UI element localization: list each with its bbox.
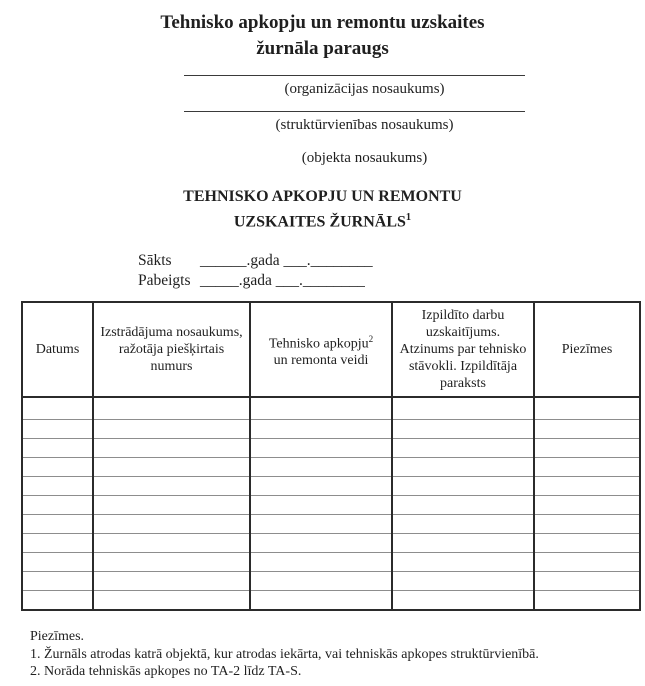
table-cell — [93, 439, 250, 458]
page-title — [0, 0, 645, 62]
table-cell — [22, 496, 93, 515]
structural-unit-name-field — [184, 111, 525, 135]
object-name-field — [184, 149, 525, 168]
table-cell — [93, 477, 250, 496]
table-cell — [93, 591, 250, 611]
finished-label: Pabeigts — [138, 272, 191, 290]
table-row — [22, 458, 640, 477]
journal-heading-footnote-ref: 1 — [405, 212, 412, 223]
table-cell — [22, 591, 93, 611]
table-row — [22, 534, 640, 553]
structural-unit-blank-line — [184, 111, 525, 112]
table-cell — [22, 553, 93, 572]
table-body — [22, 397, 640, 610]
table-cell — [392, 572, 534, 591]
finished-date-row — [138, 271, 645, 291]
table-cell — [534, 458, 640, 477]
table-cell — [392, 553, 534, 572]
table-cell — [534, 496, 640, 515]
finished-date-blanks: _____.gada ___.________ — [200, 272, 365, 290]
table-cell — [250, 420, 392, 439]
table-cell — [93, 496, 250, 515]
note-item-1: 1. Žurnāls atrodas katrā objektā, kur atrodas iekārta, vai tehniskās apkopes struktūrvienībā. — [30, 647, 539, 663]
table-cell — [93, 420, 250, 439]
table-cell — [250, 534, 392, 553]
object-name-label: (objekta nosaukums) — [301, 150, 428, 166]
table-cell — [534, 439, 640, 458]
structural-unit-label: (struktūrvienības nosaukums) — [275, 117, 454, 133]
table-cell — [534, 477, 640, 496]
table-cell — [392, 496, 534, 515]
table-cell — [22, 572, 93, 591]
started-label: Sākts — [138, 252, 172, 270]
table-cell — [250, 397, 392, 420]
table-cell — [392, 439, 534, 458]
note-item-2: 2. Norāda tehniskās apkopes no TA-2 līdz TA-S. — [30, 664, 302, 680]
table-cell — [22, 477, 93, 496]
table-cell — [22, 397, 93, 420]
notes-heading: Piezīmes. — [30, 629, 85, 645]
column-header-product-name: Izstrādājuma nosaukums, ražotāja piešķirtais numurs — [93, 302, 250, 397]
table-cell — [22, 515, 93, 534]
column-header-work-record: Izpildīto darbu uzskaitījums. Atzinums par tehnisko stāvokli. Izpildītāja paraksts — [392, 302, 534, 397]
maintenance-footnote-ref: 2 — [368, 333, 374, 344]
notes-block — [30, 628, 645, 680]
organization-name-blank-line — [184, 75, 525, 76]
table-cell — [250, 572, 392, 591]
table-cell — [93, 553, 250, 572]
table-cell — [93, 515, 250, 534]
table-cell — [22, 534, 93, 553]
table-cell — [250, 458, 392, 477]
table-row — [22, 515, 640, 534]
table-cell — [534, 572, 640, 591]
page-title-line1: Tehnisko apkopju un remontu uzskaites — [160, 12, 485, 33]
table-cell — [250, 515, 392, 534]
dates-block — [138, 251, 645, 291]
maintenance-journal-table — [21, 301, 641, 611]
organization-name-field — [184, 75, 525, 99]
table-row — [22, 496, 640, 515]
journal-heading — [0, 186, 645, 232]
table-cell — [534, 534, 640, 553]
table-cell — [250, 496, 392, 515]
table-row — [22, 591, 640, 611]
table-cell — [93, 458, 250, 477]
page-title-line2: žurnāla paraugs — [256, 38, 389, 59]
table-row — [22, 572, 640, 591]
table-row — [22, 397, 640, 420]
table-cell — [392, 534, 534, 553]
table-cell — [534, 515, 640, 534]
table-cell — [534, 397, 640, 420]
table-cell — [22, 420, 93, 439]
table-cell — [93, 572, 250, 591]
table-cell — [392, 591, 534, 611]
column-header-date: Datums — [22, 302, 93, 397]
table-cell — [22, 458, 93, 477]
table-cell — [250, 591, 392, 611]
table-cell — [534, 553, 640, 572]
journal-heading-line1: TEHNISKO APKOPJU UN REMONTU — [183, 188, 462, 205]
table-cell — [22, 439, 93, 458]
table-row — [22, 420, 640, 439]
table-cell — [250, 439, 392, 458]
table-cell — [534, 591, 640, 611]
table-row — [22, 477, 640, 496]
table-row — [22, 553, 640, 572]
started-date-blanks: ______.gada ___.________ — [200, 252, 373, 270]
column-header-remarks: Piezīmes — [534, 302, 640, 397]
table-cell — [250, 553, 392, 572]
table-header-row — [22, 302, 640, 397]
table-cell — [93, 534, 250, 553]
name-fields-block — [184, 75, 525, 168]
table-cell — [392, 477, 534, 496]
table-cell — [392, 515, 534, 534]
organization-name-label: (organizācijas nosaukums) — [284, 81, 445, 97]
table-cell — [250, 477, 392, 496]
started-date-row — [138, 251, 645, 271]
column-header-maintenance-types: Tehnisko apkopju$^2$ un remonta veidi — [250, 302, 392, 397]
table-cell — [392, 397, 534, 420]
table-cell — [93, 397, 250, 420]
table-cell — [392, 420, 534, 439]
journal-heading-line2: UZSKAITES ŽURNĀLS$^1$ — [233, 212, 412, 231]
table-cell — [392, 458, 534, 477]
table-row — [22, 439, 640, 458]
table-cell — [534, 420, 640, 439]
